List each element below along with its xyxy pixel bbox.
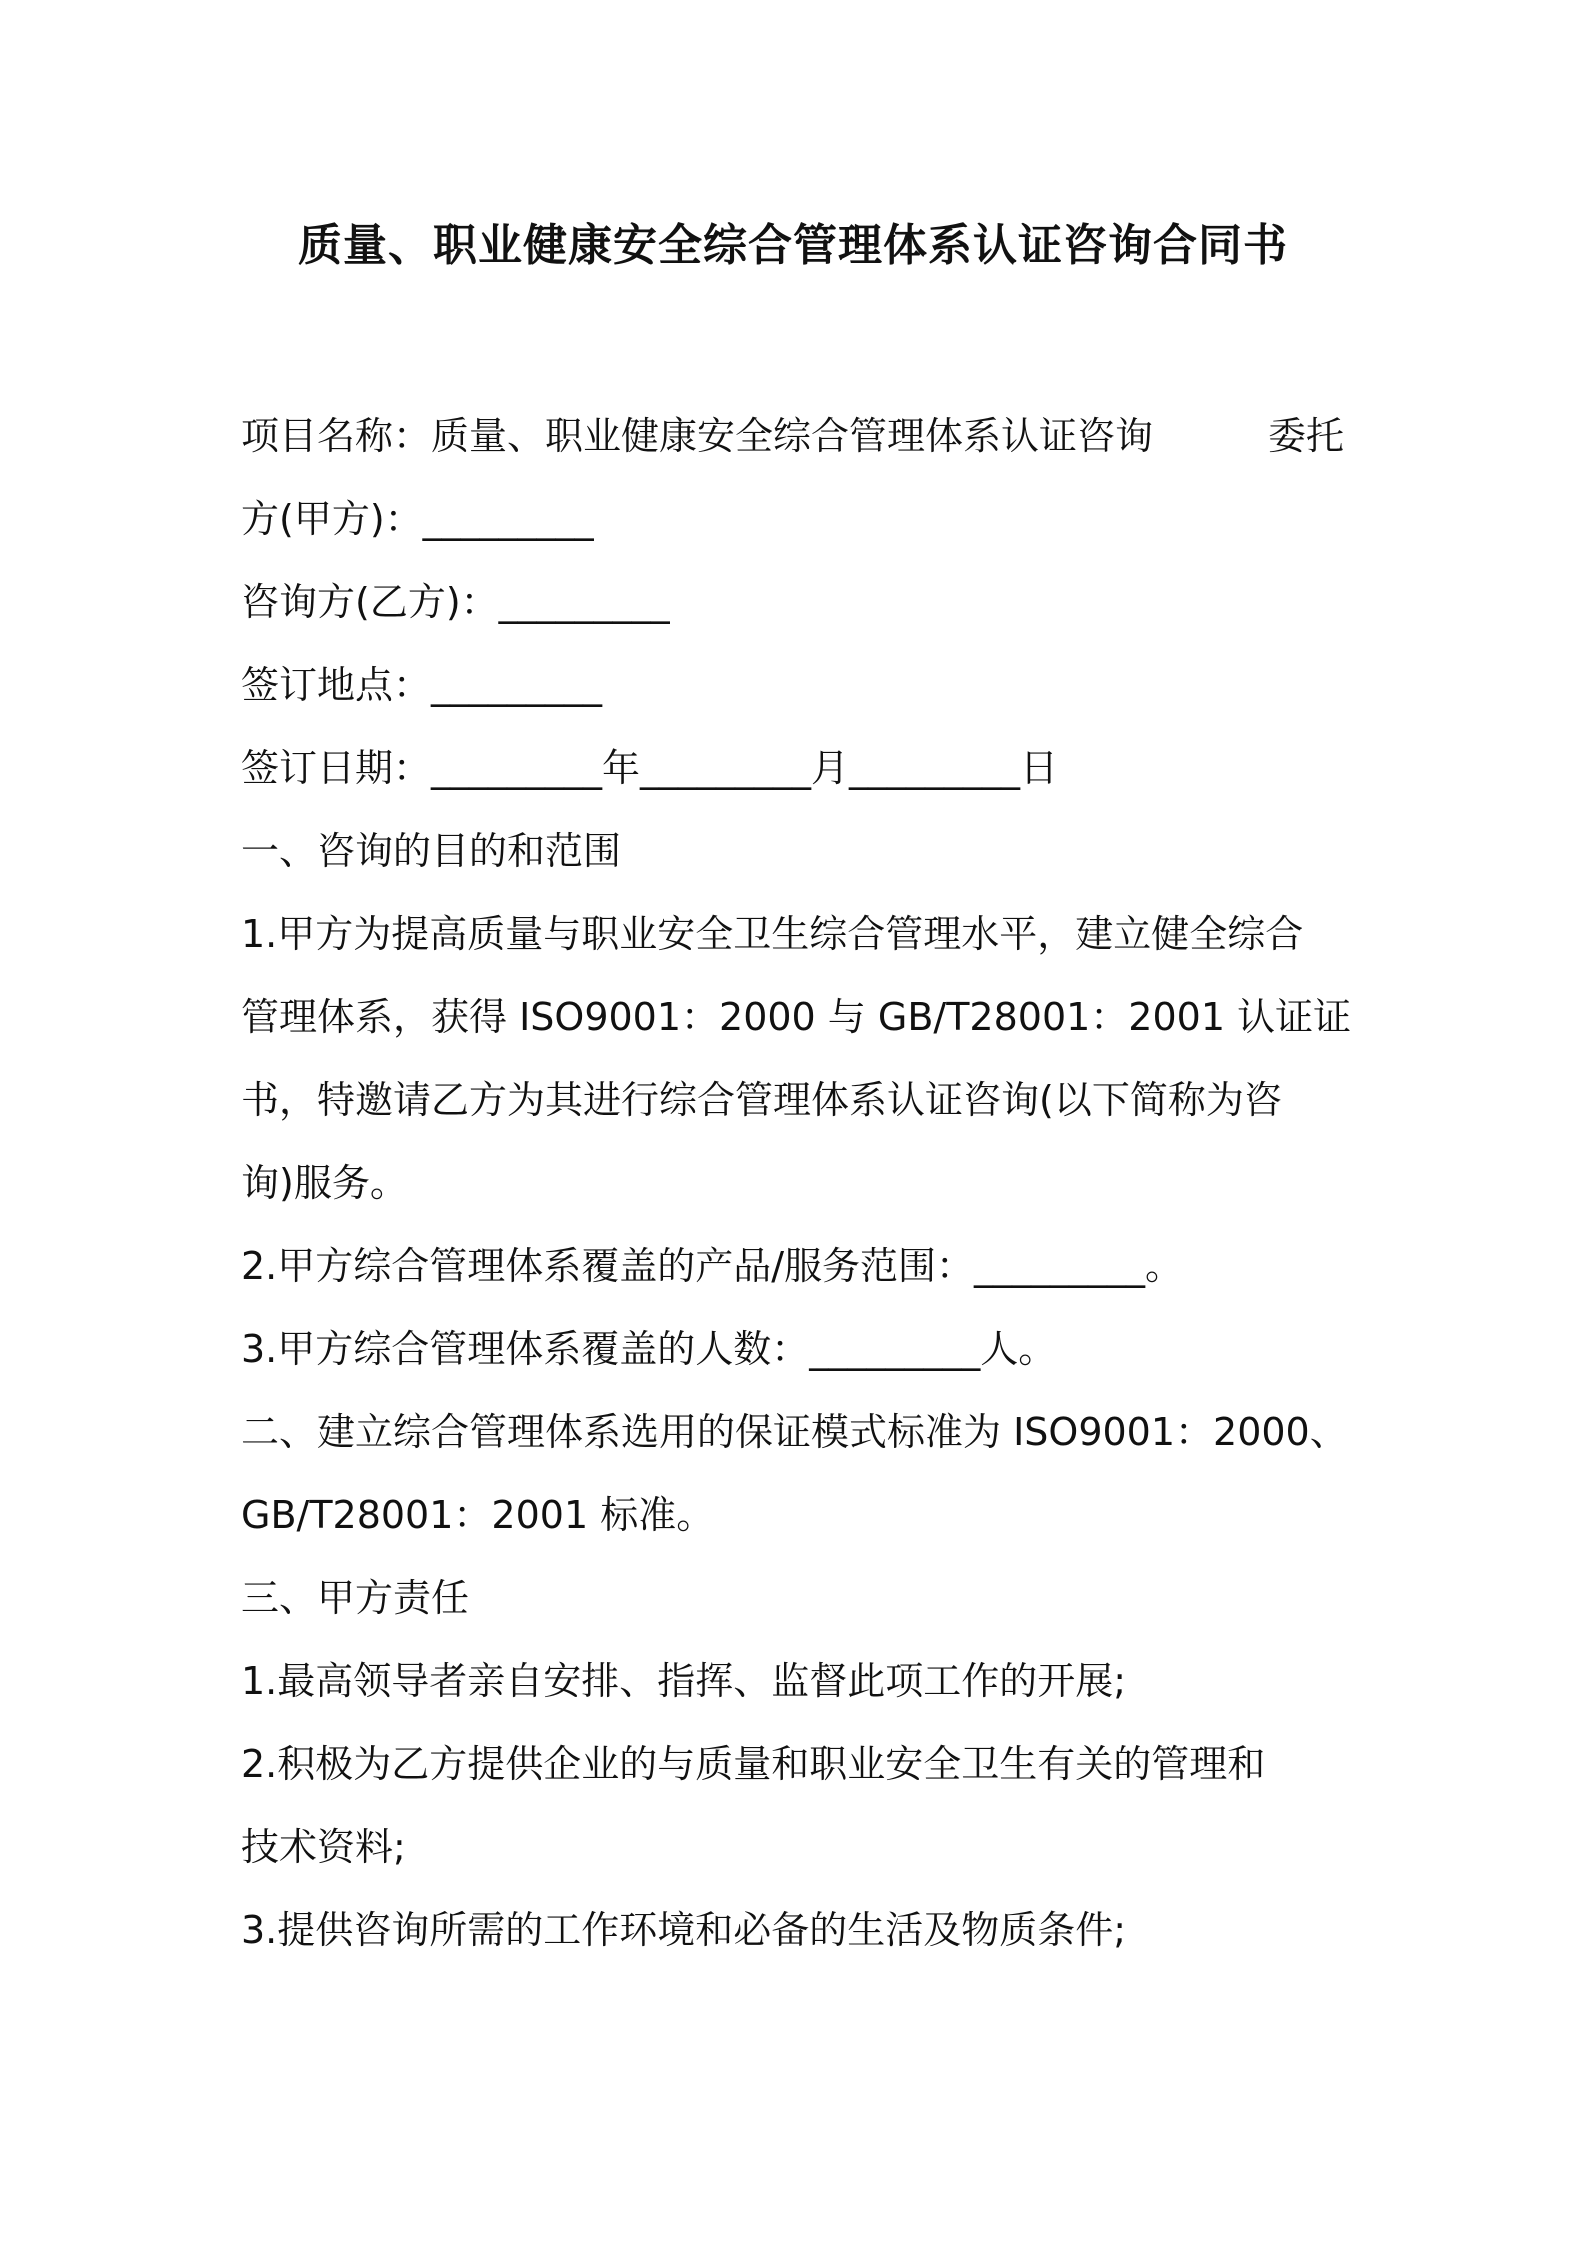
party-b-line: 咨询方(乙方)：_________ — [241, 580, 670, 624]
page-title: 质量、职业健康安全综合管理体系认证咨询合同书 — [298, 220, 1288, 271]
section-heading-2: 二、建立综合管理体系选用的保证模式标准为 ISO9001：2000、 — [241, 1410, 1348, 1454]
paragraph-line: 技术资料; — [241, 1825, 406, 1869]
paragraph-line: 询)服务。 — [241, 1161, 408, 1205]
signing-place-line: 签订地点：_________ — [241, 663, 603, 707]
signing-date-line: 签订日期：_________年_________月_________日 — [241, 746, 1059, 790]
paragraph-line: 1.最高领导者亲自安排、指挥、监督此项工作的开展; — [241, 1659, 1127, 1703]
paragraph-line: 管理体系，获得 ISO9001：2000 与 GB/T28001：2001 认证证 — [241, 995, 1352, 1039]
paragraph-line: 3.提供咨询所需的工作环境和必备的生活及物质条件; — [241, 1908, 1127, 1952]
paragraph-line: 2.积极为乙方提供企业的与质量和职业安全卫生有关的管理和 — [241, 1742, 1266, 1786]
paragraph-line: 3.甲方综合管理体系覆盖的人数：_________人。 — [241, 1327, 1057, 1371]
section-heading-1: 一、咨询的目的和范围 — [241, 829, 622, 873]
section-heading-3: 三、甲方责任 — [241, 1576, 470, 1620]
paragraph-line: GB/T28001：2001 标准。 — [241, 1493, 715, 1537]
paragraph-line: 1.甲方为提高质量与职业安全卫生综合管理水平，建立健全综合 — [241, 912, 1304, 956]
entrusting-party-label: 委托 — [1268, 414, 1345, 458]
party-a-line: 方(甲方)：_________ — [241, 497, 594, 541]
paragraph-line: 2.甲方综合管理体系覆盖的产品/服务范围：_________。 — [241, 1244, 1184, 1288]
project-name-line: 项目名称：质量、职业健康安全综合管理体系认证咨询 — [241, 414, 1154, 458]
paragraph-line: 书，特邀请乙方为其进行综合管理体系认证咨询(以下简称为咨 — [241, 1078, 1282, 1122]
